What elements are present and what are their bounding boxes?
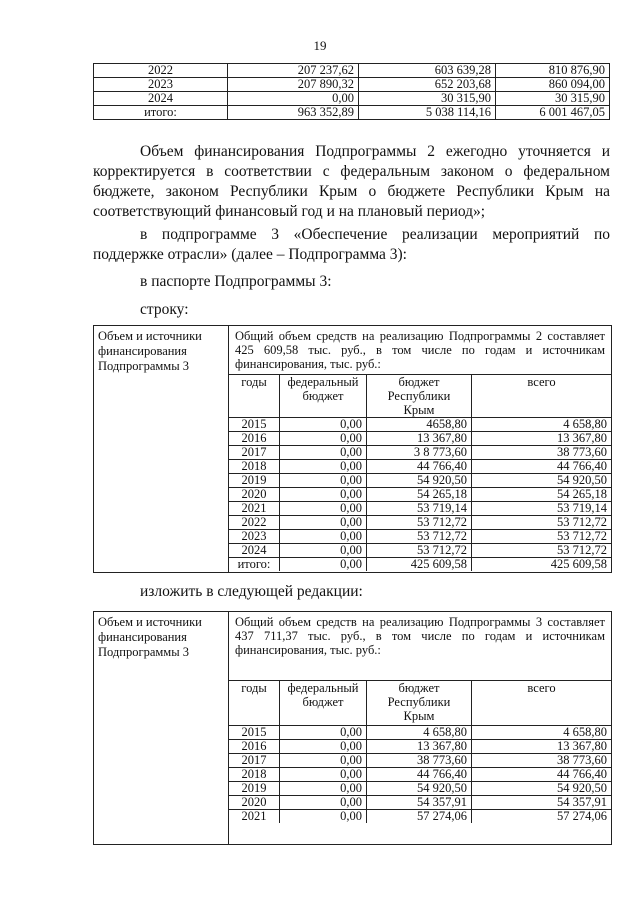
federal-cell: 0,00	[280, 754, 367, 768]
year-cell: 2015	[229, 418, 280, 432]
federal-cell: 0,00	[280, 544, 367, 558]
total-cell: 6 001 467,05	[496, 106, 610, 120]
total-cell: 54 357,91	[472, 796, 612, 810]
federal-cell: 207 890,32	[228, 78, 359, 92]
year-cell: 2024	[229, 544, 280, 558]
regional-cell: 425 609,58	[367, 558, 472, 572]
year-cell: 2019	[229, 474, 280, 488]
federal-cell: 207 237,62	[228, 64, 359, 78]
total-cell: 53 712,72	[472, 516, 612, 530]
paragraph-financing-note: Объем финансирования Подпрограммы 2 ежегодно уточняется и корректируется в соответствии с федеральным законом о федеральном бюджете, законом Республики Крым о бюджете Республики Крым на соответствующий финансовый год и на плановый период»;	[93, 143, 610, 220]
year-cell: 2022	[229, 516, 280, 530]
table-row	[229, 446, 611, 460]
total-cell: 13 367,80	[472, 432, 612, 446]
federal-cell: 0,00	[280, 418, 367, 432]
table-row	[229, 488, 611, 502]
total-cell: 53 719,14	[472, 502, 612, 516]
table-row	[94, 106, 610, 120]
year-cell: 2017	[229, 754, 280, 768]
old-financing-table	[229, 374, 611, 571]
new-block-label: Объем и источники финансирования Подпрограммы 3	[94, 612, 229, 844]
header-regional: бюджет Республики Крым	[367, 375, 472, 418]
total-cell: 53 712,72	[472, 544, 612, 558]
total-cell: 38 773,60	[472, 754, 612, 768]
total-cell: 54 265,18	[472, 488, 612, 502]
federal-cell: 0,00	[280, 768, 367, 782]
regional-cell: 38 773,60	[367, 754, 472, 768]
year-cell: 2016	[229, 740, 280, 754]
regional-cell: 44 766,40	[367, 460, 472, 474]
old-financing-block	[93, 325, 612, 573]
year-cell: 2016	[229, 432, 280, 446]
paragraph-subprogram-3: в подпрограмме 3 «Обеспечение реализации мероприятий по поддержке отрасли» (далее – Подпрограмма 3):	[93, 226, 610, 263]
federal-cell: 0,00	[280, 460, 367, 474]
federal-cell: 0,00	[280, 488, 367, 502]
federal-cell: 0,00	[280, 474, 367, 488]
total-cell: 4 658,80	[472, 726, 612, 740]
federal-cell: 0,00	[280, 726, 367, 740]
table-row	[229, 754, 611, 768]
regional-cell: 44 766,40	[367, 768, 472, 782]
total-cell: 53 712,72	[472, 530, 612, 544]
table-row	[229, 530, 611, 544]
federal-cell: 0,00	[280, 782, 367, 796]
header-years: годы	[229, 375, 280, 418]
year-cell: 2023	[229, 530, 280, 544]
federal-cell: 0,00	[280, 558, 367, 572]
total-cell: 4 658,80	[472, 418, 612, 432]
page-number: 19	[313, 38, 327, 53]
regional-cell: 53 712,72	[367, 530, 472, 544]
new-block-description: Общий объем средств на реализацию Подпрограммы 3 составляет 437 711,37 тыс. руб., в том числе по годам и источникам финансирования, тыс. руб.:	[235, 615, 605, 657]
old-block-description: Общий объем средств на реализацию Подпрограммы 2 составляет 425 609,58 тыс. руб., в том числе по годам и источникам финансирования, тыс. руб.:	[235, 329, 605, 371]
total-cell: 54 920,50	[472, 782, 612, 796]
paragraph-line: строку:	[140, 301, 189, 318]
regional-cell: 54 357,91	[367, 796, 472, 810]
table-row	[229, 796, 611, 810]
regional-cell: 53 712,72	[367, 544, 472, 558]
table-row	[229, 516, 611, 530]
total-cell: 860 094,00	[496, 78, 610, 92]
table-row	[229, 460, 611, 474]
table-row	[94, 64, 610, 78]
new-financing-table	[229, 680, 611, 823]
year-cell: 2017	[229, 446, 280, 460]
regional-cell: 3 8 773,60	[367, 446, 472, 460]
table-header-row	[229, 375, 611, 418]
regional-cell: 4658,80	[367, 418, 472, 432]
year-cell: 2022	[94, 64, 228, 78]
year-cell: 2015	[229, 726, 280, 740]
total-cell: 810 876,90	[496, 64, 610, 78]
year-cell: итого:	[94, 106, 228, 120]
total-cell: 54 920,50	[472, 474, 612, 488]
regional-cell: 53 719,14	[367, 502, 472, 516]
total-cell: 30 315,90	[496, 92, 610, 106]
regional-cell: 54 920,50	[367, 782, 472, 796]
table-row	[229, 502, 611, 516]
federal-cell: 0,00	[280, 740, 367, 754]
table-row	[229, 558, 611, 572]
table-row	[229, 768, 611, 782]
federal-cell: 0,00	[280, 446, 367, 460]
year-cell: 2021	[229, 502, 280, 516]
regional-cell: 13 367,80	[367, 432, 472, 446]
year-cell: 2018	[229, 460, 280, 474]
federal-cell: 963 352,89	[228, 106, 359, 120]
year-cell: 2020	[229, 796, 280, 810]
year-cell: итого:	[229, 558, 280, 572]
regional-cell: 13 367,80	[367, 740, 472, 754]
table-row	[229, 810, 611, 824]
regional-cell: 53 712,72	[367, 516, 472, 530]
federal-cell: 0,00	[280, 796, 367, 810]
total-cell: 57 274,06	[472, 810, 612, 824]
federal-cell: 0,00	[228, 92, 359, 106]
regional-cell: 54 920,50	[367, 474, 472, 488]
old-block-label: Объем и источники финансирования Подпрограммы 3	[94, 326, 229, 572]
table-row	[229, 782, 611, 796]
total-cell: 425 609,58	[472, 558, 612, 572]
table-header-row	[229, 681, 611, 726]
header-total: всего	[472, 375, 612, 418]
header-federal: федеральный бюджет	[280, 375, 367, 418]
table-row	[229, 726, 611, 740]
year-cell: 2021	[229, 810, 280, 824]
header-years: годы	[229, 681, 280, 726]
total-cell: 38 773,60	[472, 446, 612, 460]
year-cell: 2023	[94, 78, 228, 92]
federal-cell: 0,00	[280, 516, 367, 530]
table-row	[229, 740, 611, 754]
table-row	[229, 474, 611, 488]
table-row	[94, 78, 610, 92]
year-cell: 2018	[229, 768, 280, 782]
federal-cell: 0,00	[280, 432, 367, 446]
paragraph-new-edition: изложить в следующей редакции:	[140, 583, 363, 600]
regional-cell: 603 639,28	[359, 64, 496, 78]
table-row	[229, 544, 611, 558]
year-cell: 2024	[94, 92, 228, 106]
total-cell: 44 766,40	[472, 460, 612, 474]
regional-cell: 30 315,90	[359, 92, 496, 106]
header-regional: бюджет Республики Крым	[367, 681, 472, 726]
regional-cell: 652 203,68	[359, 78, 496, 92]
table-row	[94, 92, 610, 106]
year-cell: 2020	[229, 488, 280, 502]
regional-cell: 5 038 114,16	[359, 106, 496, 120]
year-cell: 2019	[229, 782, 280, 796]
paragraph-passport: в паспорте Подпрограммы 3:	[140, 273, 332, 290]
federal-cell: 0,00	[280, 502, 367, 516]
regional-cell: 57 274,06	[367, 810, 472, 824]
table-row	[229, 432, 611, 446]
new-financing-block	[93, 611, 612, 845]
federal-cell: 0,00	[280, 530, 367, 544]
federal-cell: 0,00	[280, 810, 367, 824]
financing-table-continuation	[93, 63, 610, 120]
regional-cell: 54 265,18	[367, 488, 472, 502]
header-federal: федеральный бюджет	[280, 681, 367, 726]
regional-cell: 4 658,80	[367, 726, 472, 740]
total-cell: 44 766,40	[472, 768, 612, 782]
table-row	[229, 418, 611, 432]
header-total: всего	[472, 681, 612, 726]
total-cell: 13 367,80	[472, 740, 612, 754]
